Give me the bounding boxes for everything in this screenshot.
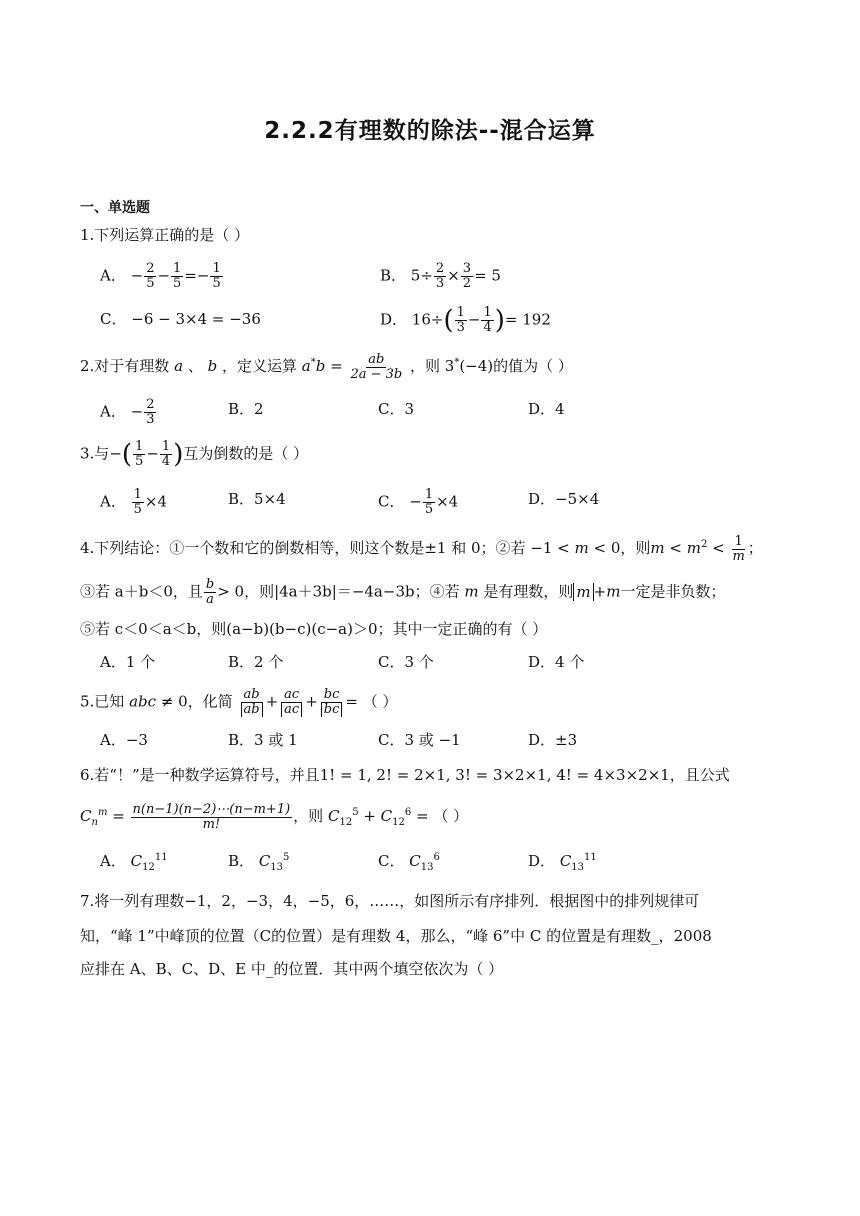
question-3-option-c: C． − $\frac{1}{5}$ ×4	[378, 487, 459, 517]
question-3-stem: 3.与−( $\frac{1}{5}$ − $\frac{1}{4}$ )互为倒数的是（ ）	[80, 439, 309, 470]
question-4-option-a: A．1 个	[100, 653, 156, 671]
question-1-option-c: C． −6 − 3×4 = −36	[100, 310, 261, 328]
question-4-line-3: ⑤若 c＜0＜a＜b，则(a−b)(b−c)(c−a)＞0；其中一定正确的有（ ）	[80, 620, 548, 638]
question-7-line-1: 7.将一列有理数−1，2，−3，4，−5，6，……，如图所示有序排列．根据图中的排列规律可	[80, 892, 700, 910]
question-4-option-b: B．2 个	[228, 653, 284, 671]
question-6-line-2: $C_n^m$ = $\frac{n(n-1)(n-2)\cdots(n-m+1)}{m!}$ ，则 $C_{12}^5 + C_{12}^6$ = （ ）	[80, 801, 469, 832]
question-3-option-b: B．5×4	[228, 490, 286, 508]
question-4-option-c: C．3 个	[378, 653, 434, 671]
question-5-option-c: C．3 或 −1	[378, 731, 461, 749]
question-5-option-b: B．3 或 1	[228, 731, 298, 749]
question-2-option-d: D．4	[528, 400, 565, 418]
question-7-line-3: 应排在 A、B、C、D、E 中_的位置．其中两个填空依次为（ ）	[80, 960, 504, 978]
question-3-option-a: A． $\frac{1}{5}$ ×4	[100, 487, 168, 517]
question-5-option-d: D．±3	[528, 731, 578, 749]
page-title: 2.2.2有理数的除法--混合运算	[264, 118, 596, 144]
question-5-stem: 5.已知 abc ≠ 0，化简 $\frac{ab}{ab}$ + $\frac{ac}{ac}$ + $\frac{bc}{bc}$ = （ ）	[80, 687, 398, 717]
question-1-option-a: A． − $\frac{2}{5}$ − $\frac{1}{5}$ =− $\frac{1}{5}$	[100, 261, 221, 291]
question-1-option-d: D． 16÷( $\frac{1}{3}$ − $\frac{1}{4}$ )= 192	[380, 305, 551, 336]
question-6-option-a: A． $C_{12}^{11}$	[100, 852, 168, 873]
question-6-option-b: B． $C_{13}^5$	[228, 852, 290, 873]
question-3-option-d: D．−5×4	[528, 490, 600, 508]
question-1-option-b: B． 5÷ $\frac{2}{3}$ × $\frac{3}{2}$ = 5	[380, 261, 501, 291]
question-5-option-a: A．−3	[100, 731, 148, 749]
question-4-line-2: ③若 a＋b＜0，且 $\frac{b}{a}$ > 0，则|4a＋3b|＝−4a−3b；④若 m 是有理数，则 m +m一定是非负数；	[80, 577, 726, 607]
question-4-line-1: 4.下列结论：①一个数和它的倒数相等，则这个数是±1 和 0；②若 −1 < m < 0，则$m < m^2$ < $\frac{1}{m}$ ；	[80, 533, 763, 564]
question-2-stem: 2.对于有理数 a 、 b ，定义运算 a*b = $\frac{ab}{2a - 3b}$ ，则 3*(−4)的值为（ ）	[80, 351, 573, 382]
question-2-option-a: A． − $\frac{2}{3}$	[100, 397, 155, 427]
question-6-line-1: 6.若“！”是一种数学运算符号，并且1! = 1, 2! = 2×1, 3! = 3×2×1, 4! = 4×3×2×1，且公式	[80, 766, 730, 784]
section-heading: 一、单选题	[80, 200, 150, 216]
question-2-option-b: B．2	[228, 400, 264, 418]
question-6-option-c: C． $C_{13}^6$	[378, 852, 440, 873]
question-7-line-2: 知，“峰 1”中峰顶的位置（C的位置）是有理数 4，那么，“峰 6”中 C 的位置是有理数_，2008	[80, 927, 712, 945]
question-2-option-c: C．3	[378, 400, 415, 418]
question-6-option-d: D． $C_{13}^{11}$	[528, 852, 597, 873]
question-4-option-d: D．4 个	[528, 653, 585, 671]
question-1-stem: 1.下列运算正确的是（ ）	[80, 226, 250, 244]
